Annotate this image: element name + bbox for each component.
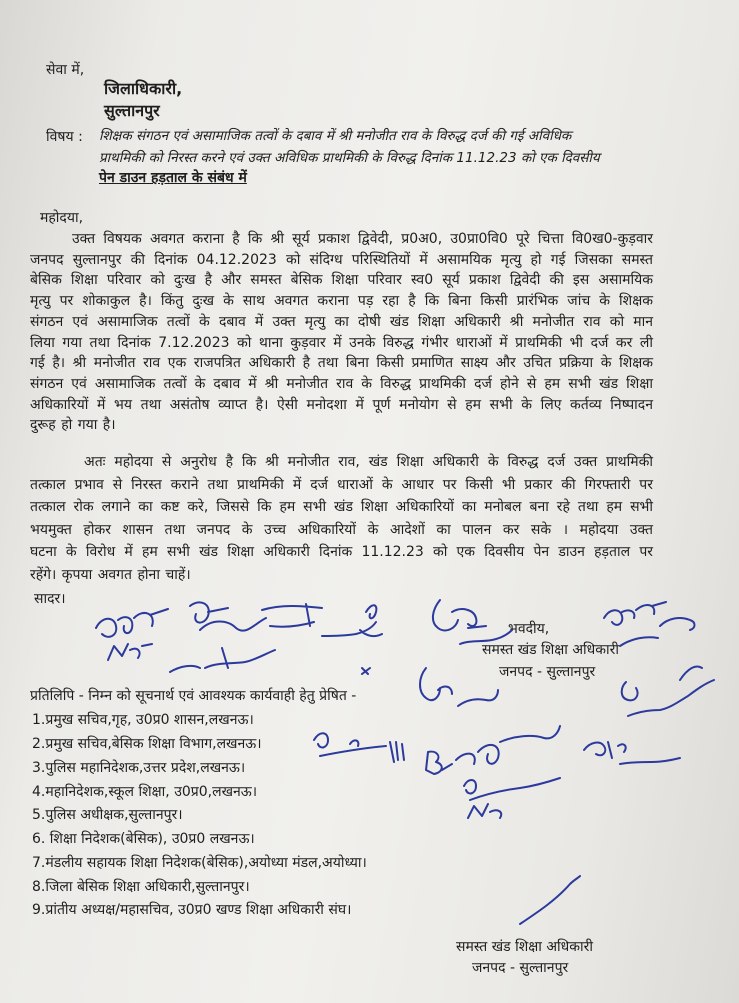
paragraph-line: रहेंगे। कृपया अवगत होना चाहें। (30, 566, 191, 583)
list-item: 3.पुलिस महानिदेशक,उत्तर प्रदेश,लखनऊ। (32, 760, 246, 776)
list-item: 5.पुलिस अधीक्षक,सुल्तानपुर। (32, 807, 183, 823)
signoff-yours: भवदीय, (508, 621, 550, 637)
paragraph-line: गई है। श्री मनोजीत राव एक राजपत्रित अधिकारी है तथा बिना किसी प्रमाणित साक्ष्य और उचित प्रक्रिया के शिक्षक (30, 355, 653, 372)
body-paragraph-1 (30, 229, 653, 436)
signature-6 (420, 668, 498, 706)
list-item: 1.प्रमुख सचिव,गृह, उ0प्र0 शासन,लखनऊ। (32, 712, 254, 728)
signature-bed-l (584, 742, 680, 764)
signoff-from: समस्त खंड शिक्षा अधिकारी (482, 642, 620, 658)
paragraph-line: दुरूह हो गया है। (30, 417, 116, 434)
copy-to-heading: प्रतिलिपि - निम्न को सूचनार्थ एवं आवश्यक कार्यवाही हेतु प्रेषित - (30, 688, 357, 704)
paragraph-line: अतः महोदया से अनुरोध है कि श्री मनोजीत राव, खंड शिक्षा अधिकारी के विरुद्ध दर्ज उक्त प्राथमिकी (84, 454, 653, 470)
list-item: 9.प्रांतीय अध्यक्ष/महासचिव, उ0प्र0 खण्ड शिक्षा अधिकारी संघ। (32, 902, 352, 918)
paragraph-line: मृत्यु पर शोकाकुल है। किंतु दुःख के साथ अवगत कराना पड़ रहा है कि बिना किसी प्रारंभिक जांच के शिक्षक (30, 293, 653, 310)
signature-7 (314, 733, 404, 762)
list-item: 2.प्रमुख सचिव,बेसिक शिक्षा विभाग,लखनऊ। (32, 736, 262, 752)
footer-from: समस्त खंड शिक्षा अधिकारी (456, 939, 594, 955)
recipient-city: सुल्तानपुर (104, 101, 160, 120)
paragraph-line: अधिकारियों में भय तथा असंतोष व्याप्त है। ऐसी मनोदशा में पूर्ण मनोयोग से हम सभी के लिए कर्तव्य निष्पादन (30, 396, 653, 413)
paragraph-line: जनपद सुल्तानपुर की दिनांक 04.12.2023 को संदिग्ध परिस्थितियों में असामयिक मृत्यु हो गई जिसका समस्त (30, 251, 653, 268)
signature-beo-1 (96, 609, 168, 660)
paragraph-line: घटना के विरोध में हम सभी खंड शिक्षा अधिकारी दिनांक 11.12.23 को एक दिवसीय पेन डाउन हड़ताल पर (30, 544, 653, 560)
footer-district: जनपद - सुल्तानपुर (472, 960, 569, 976)
paragraph-line: तत्काल प्रभाव से निरस्त कराने तथा प्राथमिकी में दर्ज धाराओं के आधार पर किसी भी प्रकार की गिरफ्तारी पर (30, 476, 653, 493)
list-item: 4.महानिदेशक,स्कूल शिक्षा, उ0प्र0,लखनऊ। (32, 784, 258, 800)
signoff-district: जनपद - सुल्तानपुर (499, 664, 596, 680)
paragraph-line: लिया गया तथा दिनांक 7.12.2023 को थाना कुड़वार में उनके विरुद्ध गंभीर धाराओं में प्राथमिकी भी दर्ज कर ली (30, 334, 653, 351)
list-item: 6. शिक्षा निदेशक(बेसिक), उ0प्र0 लखनऊ। (32, 831, 255, 847)
signature-bottom (520, 876, 580, 924)
paragraph-line: तत्काल रोक लगाने का कष्ट करे, जिससे कि हम सभी खंड शिक्षा अधिकारियों का मनोबल बना रहे तथा हम सभी (30, 499, 653, 515)
subject-line-2: प्राथमिकी को निरस्त करने एवं उक्त अविधिक प्राथमिकी के विरुद्ध दिनांक 11.12.23 को एक दिवसीय (99, 150, 600, 166)
recipient: जिलाधिकारी, (104, 79, 183, 98)
subject-line-1: शिक्षक संगठन एवं असामाजिक तत्वों के दबाव में श्री मनोजीत राव के विरुद्ध दर्ज की गई अविधिक (99, 128, 572, 144)
signature-beo-9 (464, 778, 560, 818)
signature-5 (622, 667, 714, 717)
signature-beo-8 (426, 726, 560, 774)
paragraph-line: बेसिक शिक्षा परिवार को दुःख है और समस्त बेसिक शिक्षा परिवार स्व0 सूर्य प्रकाश द्विवेदी की इस असामयिक (30, 272, 653, 289)
signature-3 (433, 600, 512, 644)
paragraph-line: भयमुक्त होकर शासन तथा जनपद के उच्च अधिकारियों के आदेशों का पालन कर सके । महोदया उक्त (30, 521, 653, 538)
list-item: 7.मंडलीय सहायक शिक्षा निदेशक(बेसिक),अयोध्या मंडल,अयोध्या। (32, 855, 367, 871)
body-paragraph-2 (30, 451, 653, 586)
signature-beo-kudwar (170, 602, 275, 672)
signature-beo-2 (262, 604, 382, 674)
closing: सादर। (34, 591, 66, 607)
paragraph-line: संगठन एवं असामाजिक तत्वों के दबाव में श्री मनोजीत राव के विरुद्ध प्राथमिकी दर्ज होने से हम सभी खंड शिक्षा (30, 375, 653, 392)
subject-label: विषय : (46, 129, 83, 145)
list-item: 8.जिला बेसिक शिक्षा अधिकारी,सुल्तानपुर। (32, 879, 250, 895)
salutation-to: सेवा में, (46, 62, 85, 78)
paragraph-line: संगठन एवं असामाजिक तत्वों के दबाव में उक्त मृत्यु का दोषी खंड शिक्षा अधिकारी श्री मनोजीत राव को मान (30, 313, 653, 330)
paragraph-line: उक्त विषयक अवगत कराना है कि श्री सूर्य प्रकाश द्विवेदी, प्र0अ0, उ0प्रा0वि0 पूरे चित्ता वि0ख0-कुड़वार (72, 231, 653, 247)
greeting: महोदया, (40, 210, 84, 226)
subject-line-3: पेन डाउन हड़ताल के संबंध में (99, 170, 247, 186)
